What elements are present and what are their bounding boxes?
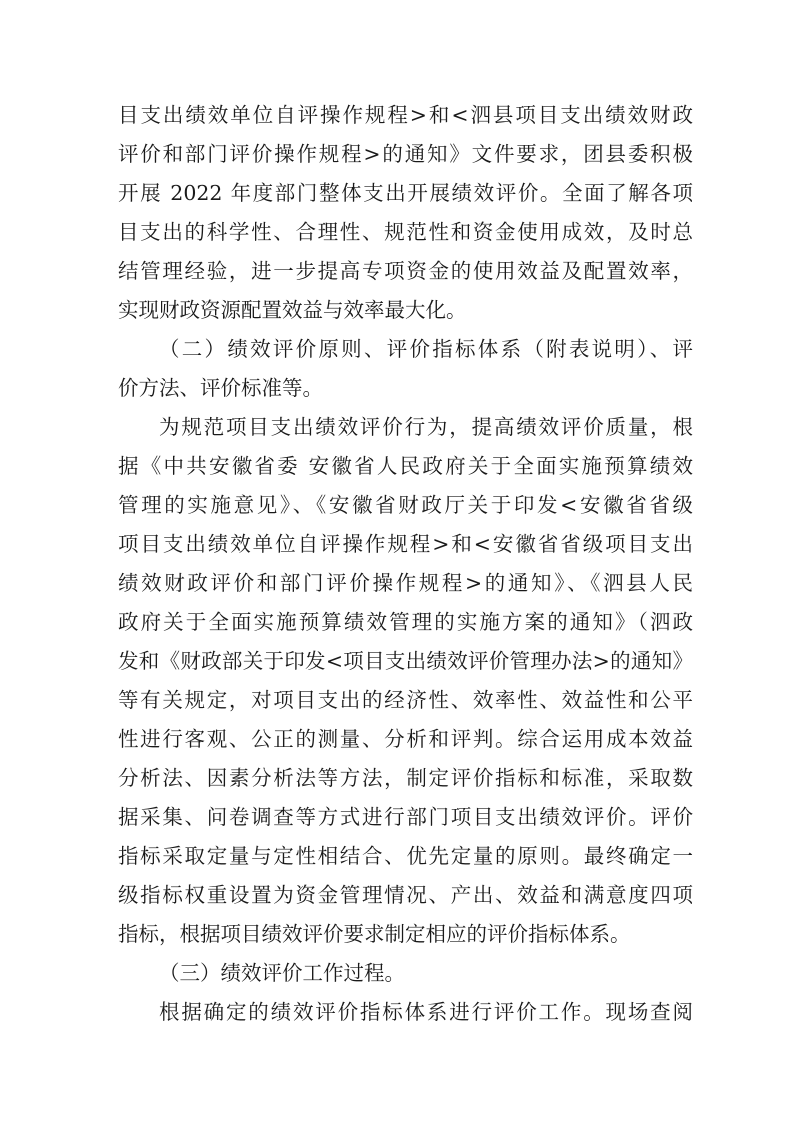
text-line: 性进行客观、公正的测量、分析和评判。综合运用成本效益 [118,727,693,751]
text-line: （三）绩效评价工作过程。 [159,961,405,985]
text-line: 发和《财政部关于印发<项目支出绩效评价管理办法>的通知》 [118,649,693,673]
text-line: 指标，根据项目绩效评价要求制定相应的评价指标体系。 [118,922,631,946]
document-body [118,96,693,1032]
text-line: 目支出绩效单位自评操作规程>和<泗县项目支出绩效财政 [118,103,693,127]
text-line: 管理的实施意见》、《安徽省财政厅关于印发<安徽省省级 [118,493,693,517]
text-line: 指标采取定量与定性相结合、优先定量的原则。最终确定一 [118,844,693,868]
text-line: 项目支出绩效单位自评操作规程>和<安徽省省级项目支出 [118,532,693,556]
text-line: 分析法、因素分析法等方法，制定评价指标和标准，采取数 [118,766,693,790]
text-line: 结管理经验，进一步提高专项资金的使用效益及配置效率， [118,259,693,283]
text-line: 根据确定的绩效评价指标体系进行评价工作。现场查阅 [159,1000,693,1024]
text-line: 据《中共安徽省委 安徽省人民政府关于全面实施预算绩效 [118,454,693,478]
text-line: 级指标权重设置为资金管理情况、产出、效益和满意度四项 [118,883,693,907]
text-line: 价方法、评价标准等。 [118,376,323,400]
text-line: 绩效财政评价和部门评价操作规程>的通知》、《泗县人民 [118,571,693,595]
text-line: 实现财政资源配置效益与效率最大化。 [118,298,467,322]
text-line: 据采集、问卷调查等方式进行部门项目支出绩效评价。评价 [118,805,693,829]
text-line: 目支出的科学性、合理性、规范性和资金使用成效，及时总 [118,220,693,244]
text-line: 评价和部门评价操作规程>的通知》文件要求，团县委积极 [118,142,693,166]
text-line: 为规范项目支出绩效评价行为，提高绩效评价质量，根 [159,415,693,439]
text-line: 政府关于全面实施预算绩效管理的实施方案的通知》（泗政 [118,610,693,634]
text-line: 开展 2022 年度部门整体支出开展绩效评价。全面了解各项 [118,181,693,205]
text-line: 等有关规定，对项目支出的经济性、效率性、效益性和公平 [118,688,693,712]
text-line: （二）绩效评价原则、评价指标体系（附表说明）、评 [159,337,693,361]
